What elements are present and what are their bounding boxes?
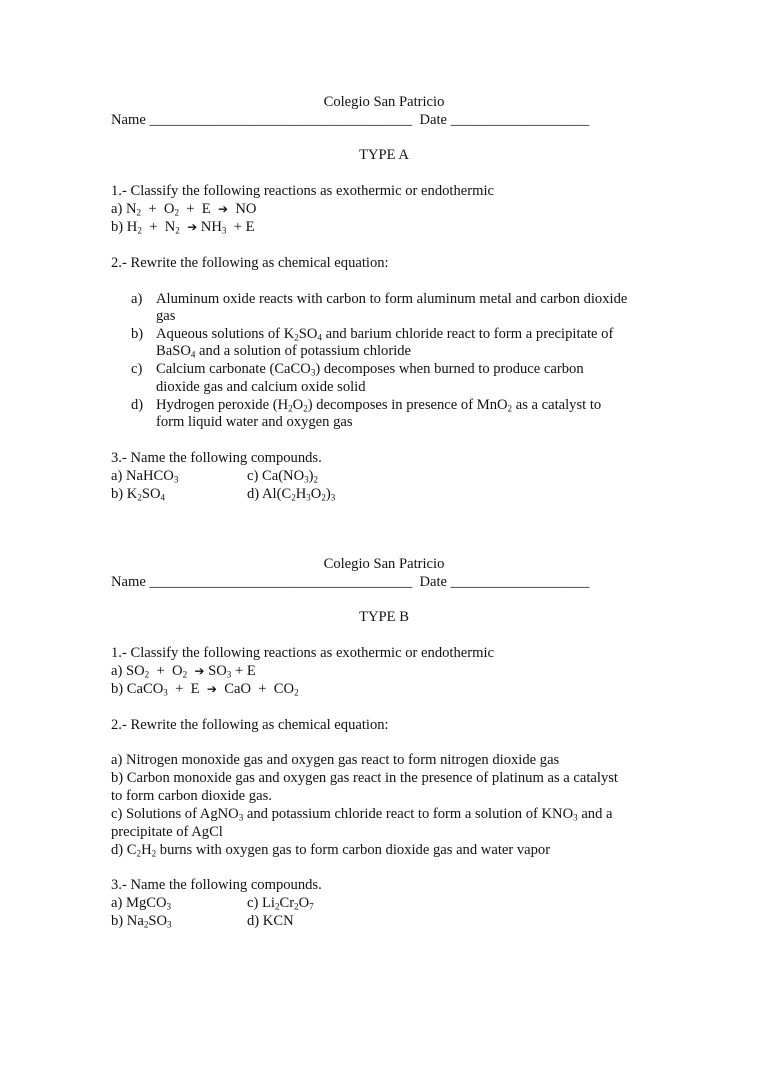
a-q2-prompt: 2.- Rewrite the following as chemical equation: [111,255,389,271]
a-q2-item-d-label: d) [131,397,144,413]
a-q3-item-c: c) $Ca(NO_3)_2$ [247,468,319,485]
b-q2-item-c-line2: precipitate of AgCl [111,824,223,840]
a-q2-item-d-line1: Hydrogen peroxide $(H_2O_2)$ decomposes in presence of MnO$_2$ as a catalyst to [156,397,602,414]
a-q2-item-c-line1: Calcium carbonate (CaCO$_3$) decomposes when burned to produce carbon [156,361,584,378]
reaction-arrow-icon: ➔ [218,202,229,216]
a-q1-item-a: a) $N_2 + O_2 + E$ ➔ NO [111,201,257,218]
b-q2-item-d: d) $C_2H_2$ burns with oxygen gas to form carbon dioxide gas and water vapor [111,842,551,859]
b-q3-item-a: a) MgCO$_3$ [111,895,172,912]
school-title-b: Colegio San Patricio [323,556,445,572]
a-q2-item-d-line2: form liquid water and oxygen gas [156,414,353,430]
a-q1-item-b: b) $H_2 + N_2$ ➔ $NH_3 + E$ [111,219,255,236]
b-q1-item-a: a) $SO_2 + O_2$ ➔ $SO_3 + E$ [111,663,256,680]
b-q2-item-b-line2: to form carbon dioxide gas. [111,788,272,804]
reaction-arrow-icon: ➔ [194,664,205,678]
b-q2-item-c-line1: c) Solutions of AgNO$_3$ and potassium chloride react to form a solution of $KNO_3$ and a [111,806,613,823]
a-q3-prompt: 3.- Name the following compounds. [111,450,322,466]
a-q2-item-b-line1: Aqueous solutions of $K_2SO_4$ and barium chloride react to form a precipitate of [156,326,614,343]
type-b-heading: TYPE B [359,609,409,625]
name-date-line-b: Name ____________________________________ Date ___________________ [111,574,590,590]
a-q2-item-b-line2: BaSO$_4$ and a solution of potassium chloride [156,343,412,360]
a-q2-item-a-line1: Aluminum oxide reacts with carbon to form aluminum metal and carbon dioxide [156,291,628,307]
b-q3-prompt: 3.- Name the following compounds. [111,877,322,893]
b-q3-item-c: c) $Li_2Cr_2O_7$ [247,895,314,912]
a-q3-item-d: d) $Al(C_2H_3O_2)_3$ [247,486,336,503]
b-q1-item-b: b) CaCO$_3$ + E ➔ CaO + $CO_2$ [111,681,299,698]
b-q3-item-b: b) $Na_2SO_3$ [111,913,172,930]
b-q2-item-b-line1: b) Carbon monoxide gas and oxygen gas react in the presence of platinum as a catalyst [111,770,618,786]
a-q2-item-a-label: a) [131,291,143,307]
a-q3-item-a: a) NaHCO$_3$ [111,468,179,485]
b-q1-prompt: 1.- Classify the following reactions as exothermic or endothermic [111,645,494,661]
a-q2-item-b-label: b) [131,326,144,342]
type-a-heading: TYPE A [359,147,409,163]
b-q2-prompt: 2.- Rewrite the following as chemical equation: [111,717,389,733]
b-q3-item-d: d) KCN [247,913,294,929]
a-q2-item-c-label: c) [131,361,143,377]
reaction-arrow-icon: ➔ [187,220,198,234]
a-q2-item-a-line2: gas [156,308,176,324]
reaction-arrow-icon: ➔ [206,682,217,696]
name-date-line-a: Name ____________________________________ Date ___________________ [111,112,590,128]
b-q2-item-a: a) Nitrogen monoxide gas and oxygen gas react to form nitrogen dioxide gas [111,752,560,768]
school-title-a: Colegio San Patricio [323,94,445,110]
a-q2-item-c-line2: dioxide gas and calcium oxide solid [156,379,366,395]
a-q1-prompt: 1.- Classify the following reactions as exothermic or endothermic [111,183,494,199]
a-q3-item-b: b) $K_2SO_4$ [111,486,166,503]
